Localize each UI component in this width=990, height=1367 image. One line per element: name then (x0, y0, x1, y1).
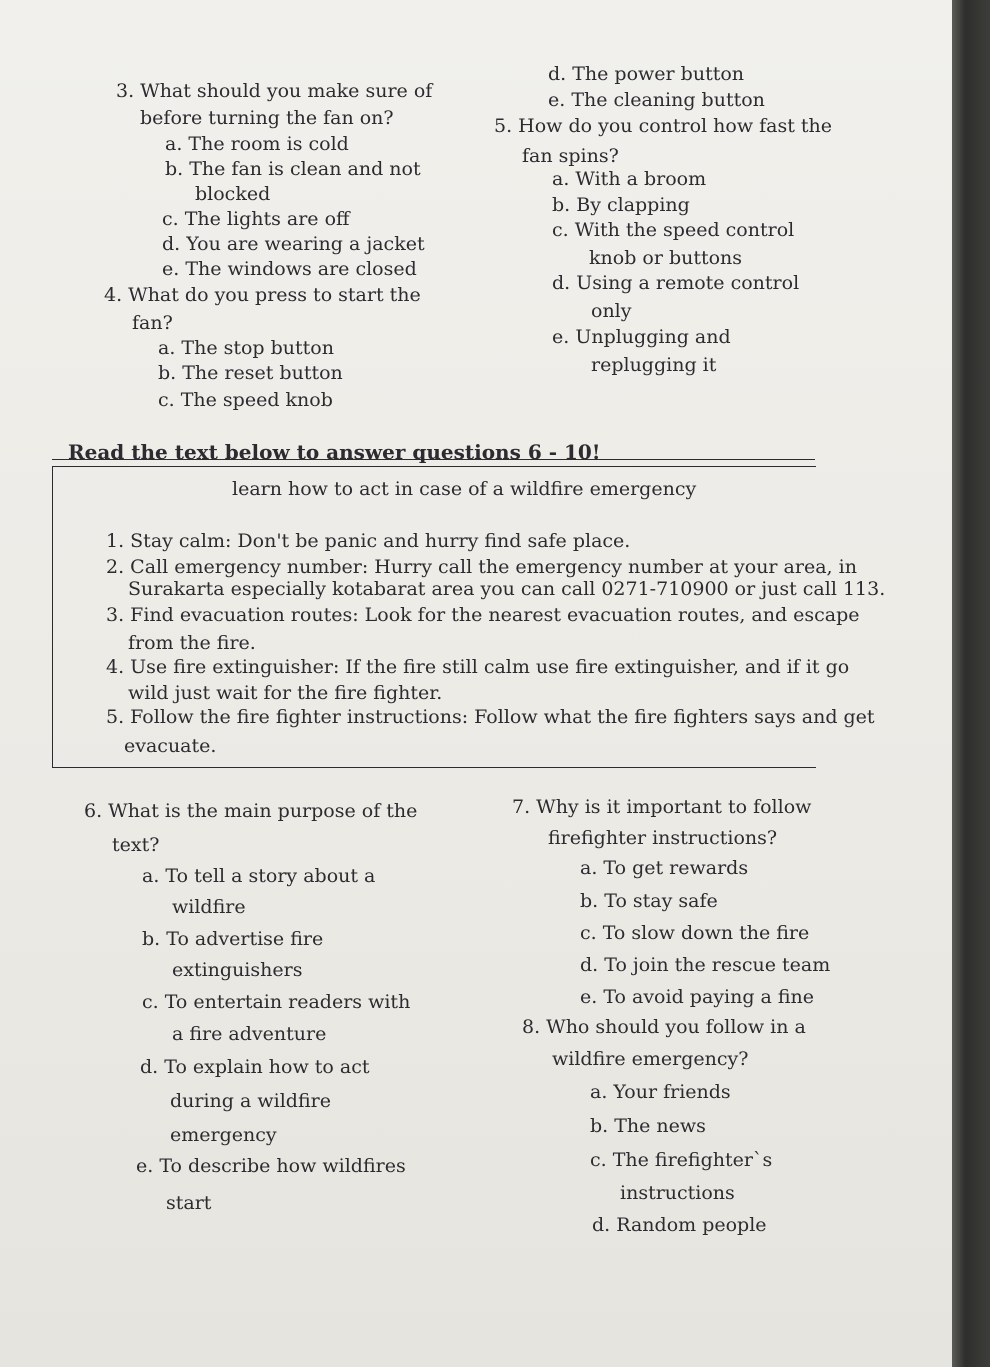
passage-top-rule (52, 459, 815, 460)
q8-option-d: d. Random people (592, 1214, 767, 1236)
q6-question-line1: 6. What is the main purpose of the (84, 800, 418, 822)
q5-option-a: a. With a broom (552, 168, 707, 190)
q5-option-c-line1: c. With the speed control (552, 219, 795, 241)
q6-option-b-line2: extinguishers (172, 959, 303, 981)
passage-item-5-line1: 5. Follow the fire fighter instructions: Follow what the fire fighters says and get (106, 706, 875, 728)
q6-option-a-line1: a. To tell a story about a (142, 865, 376, 887)
q4-question-line1: 4. What do you press to start the (104, 284, 421, 306)
q3-question-line2: before turning the fan on? (140, 107, 394, 129)
q8-question-line1: 8. Who should you follow in a (522, 1016, 806, 1038)
passage-title: learn how to act in case of a wildfire emergency (232, 478, 697, 500)
q3-option-c: c. The lights are off (162, 208, 350, 230)
q5-option-e-line2: replugging it (591, 354, 717, 376)
q3-option-e: e. The windows are closed (162, 258, 417, 280)
q7-option-d: d. To join the rescue team (580, 954, 831, 976)
q6-option-d-line2: during a wildfire (170, 1090, 331, 1112)
q3-option-a: a. The room is cold (165, 133, 349, 155)
q4-question-line2: fan? (132, 312, 173, 334)
passage-item-5-line2: evacuate. (124, 735, 217, 757)
q6-option-e-line1: e. To describe how wildfires (136, 1155, 406, 1177)
q8-option-a: a. Your friends (590, 1081, 731, 1103)
q6-option-b-line1: b. To advertise fire (142, 928, 324, 950)
q7-question-line2: firefighter instructions? (548, 827, 778, 849)
section-instruction: Read the text below to answer questions 6 - 10! (68, 440, 601, 464)
q8-option-c-line2: instructions (620, 1182, 735, 1204)
q5-question-line2: fan spins? (522, 145, 619, 167)
q7-option-e: e. To avoid paying a fine (580, 986, 815, 1008)
q4-option-e: e. The cleaning button (548, 89, 765, 111)
q5-option-c-line2: knob or buttons (589, 247, 743, 269)
page-edge-shadow (952, 0, 990, 1367)
passage-item-1: 1. Stay calm: Don't be panic and hurry find safe place. (106, 530, 631, 552)
q3-question-line1: 3. What should you make sure of (116, 80, 433, 102)
q3-option-b-line1: b. The fan is clean and not (165, 158, 421, 180)
q4-option-a: a. The stop button (158, 337, 334, 359)
q5-option-e-line1: e. Unplugging and (552, 326, 731, 348)
q6-option-e-line2: start (166, 1192, 212, 1214)
q6-option-d-line1: d. To explain how to act (140, 1056, 370, 1078)
q3-option-b-line2: blocked (195, 183, 271, 205)
q8-option-c-line1: c. The firefighter`s (590, 1149, 773, 1171)
q5-option-d-line2: only (591, 300, 632, 322)
q6-question-line2: text? (112, 834, 160, 856)
passage-item-3-line2: from the fire. (128, 632, 256, 654)
q5-option-d-line1: d. Using a remote control (552, 272, 800, 294)
q8-option-b: b. The news (590, 1115, 706, 1137)
q7-option-a: a. To get rewards (580, 857, 749, 879)
passage-item-2-line2: Surakarta especially kotabarat area you can call 0271-710900 or just call 113. (128, 578, 886, 600)
q5-option-b: b. By clapping (552, 194, 690, 216)
q6-option-a-line2: wildfire (172, 896, 246, 918)
q4-option-c: c. The speed knob (158, 389, 333, 411)
q5-question-line1: 5. How do you control how fast the (494, 115, 833, 137)
q7-option-b: b. To stay safe (580, 890, 718, 912)
q3-option-d: d. You are wearing a jacket (162, 233, 425, 255)
passage-item-4-line2: wild just wait for the fire fighter. (128, 682, 443, 704)
q7-option-c: c. To slow down the fire (580, 922, 810, 944)
q7-question-line1: 7. Why is it important to follow (512, 796, 812, 818)
q4-option-d: d. The power button (548, 63, 745, 85)
q8-question-line2: wildfire emergency? (552, 1048, 749, 1070)
q6-option-c-line1: c. To entertain readers with (142, 991, 411, 1013)
passage-item-4-line1: 4. Use fire extinguisher: If the fire still calm use fire extinguisher, and if it go (106, 656, 850, 678)
q4-option-b: b. The reset button (158, 362, 343, 384)
q6-option-c-line2: a fire adventure (172, 1023, 327, 1045)
passage-item-2-line1: 2. Call emergency number: Hurry call the emergency number at your area, in (106, 556, 857, 578)
passage-item-3-line1: 3. Find evacuation routes: Look for the nearest evacuation routes, and escape (106, 604, 860, 626)
q6-option-d-line3: emergency (170, 1124, 277, 1146)
